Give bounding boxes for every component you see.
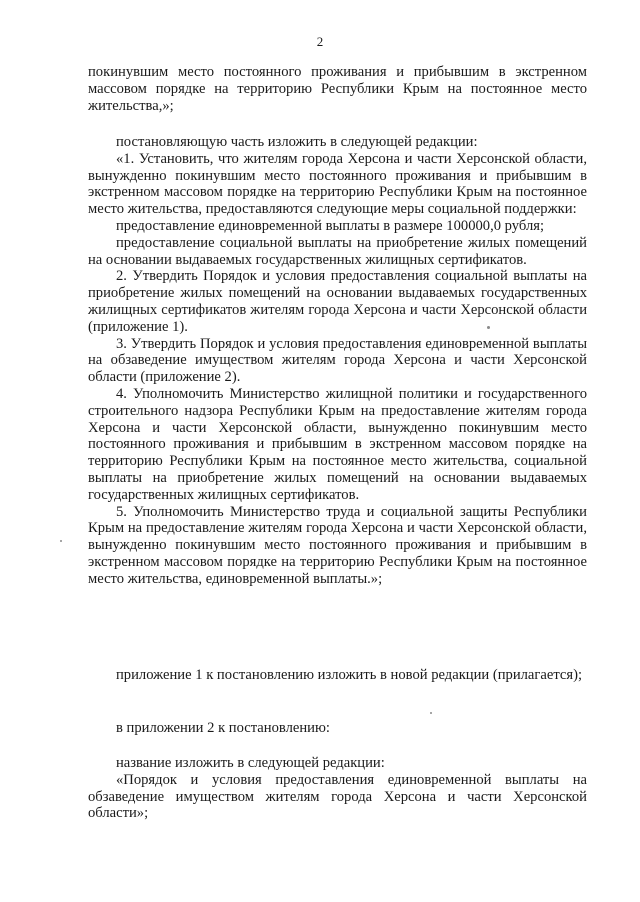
paragraph: покинувшим место постоянного проживания и прибывшим в экстренном массовом порядке на территорию Республики Крым на постоянное место жительства,»; bbox=[88, 64, 587, 114]
title-intro: название изложить в следующей редакции: bbox=[116, 755, 385, 771]
continuation-paragraph bbox=[88, 64, 587, 114]
resolution-section bbox=[88, 134, 587, 588]
resolution-subitem-payment: предоставление единовременной выплаты в размере 100000,0 рубля; bbox=[116, 217, 544, 234]
resolution-item-3: 3. Утвердить Порядок и условия предоставления единовременной выплаты на обзаведение имуществом жителям города Херсона и части Херсонской области (приложение 2). bbox=[88, 335, 587, 386]
resolution-item-5: 5. Уполномочить Министерство труда и социальной защиты Республики Крым на предоставление жителям города Херсона и части Херсонской области, вынужденно покинувшим место постоянного проживания и прибывшим в экстренном массовом порядке на территорию Республики Крым на постоянное место жительства, единовременной выплаты.»; bbox=[88, 503, 587, 587]
scan-speck bbox=[430, 712, 432, 714]
scan-speck bbox=[487, 326, 490, 329]
appendix-2-title-section bbox=[88, 755, 587, 822]
resolution-item-2: 2. Утвердить Порядок и условия предоставления социальной выплаты на приобретение жилых помещений на основании выдаваемых государственных жилищных сертификатов жителям города Херсона и части Херсонской области (приложение 1). bbox=[88, 268, 587, 335]
resolution-subitem-housing: предоставление социальной выплаты на приобретение жилых помещений на основании выдаваемых государственных жилищных сертификатов. bbox=[88, 234, 587, 268]
appendix-2-intro-paragraph bbox=[88, 720, 587, 737]
title-text: «Порядок и условия предоставления единовременной выплаты на обзаведение имуществом жителям города Херсона и части Херсонской области»; bbox=[88, 771, 587, 822]
page-number: 2 bbox=[316, 34, 324, 49]
paragraph: в приложении 2 к постановлению: bbox=[116, 720, 330, 736]
resolution-item-4: 4. Уполномочить Министерство жилищной политики и государственного строительного надзора Республики Крым на предоставление жителям города Херсона и части Херсонской области, вынужденно покинувшим место постоянного проживания и прибывшим в экстренном массовом порядке на территорию Республики Крым на постоянное место жительства, социальной выплаты на приобретение жилых помещений на основании выдаваемых государственных жилищных сертификатов. bbox=[88, 385, 587, 503]
scan-speck bbox=[60, 540, 62, 542]
resolution-intro: постановляющую часть изложить в следующей редакции: bbox=[116, 134, 478, 150]
paragraph: приложение 1 к постановлению изложить в новой редакции (прилагается); bbox=[116, 667, 582, 683]
appendix-1-paragraph bbox=[88, 667, 587, 684]
resolution-item-1: «1. Установить, что жителям города Херсона и части Херсонской области, вынужденно покинувшим место постоянного проживания и прибывшим в экстренном массовом порядке на территорию Республики Крым на постоянное место жительства, предоставляются следующие меры социальной поддержки: bbox=[88, 150, 587, 218]
